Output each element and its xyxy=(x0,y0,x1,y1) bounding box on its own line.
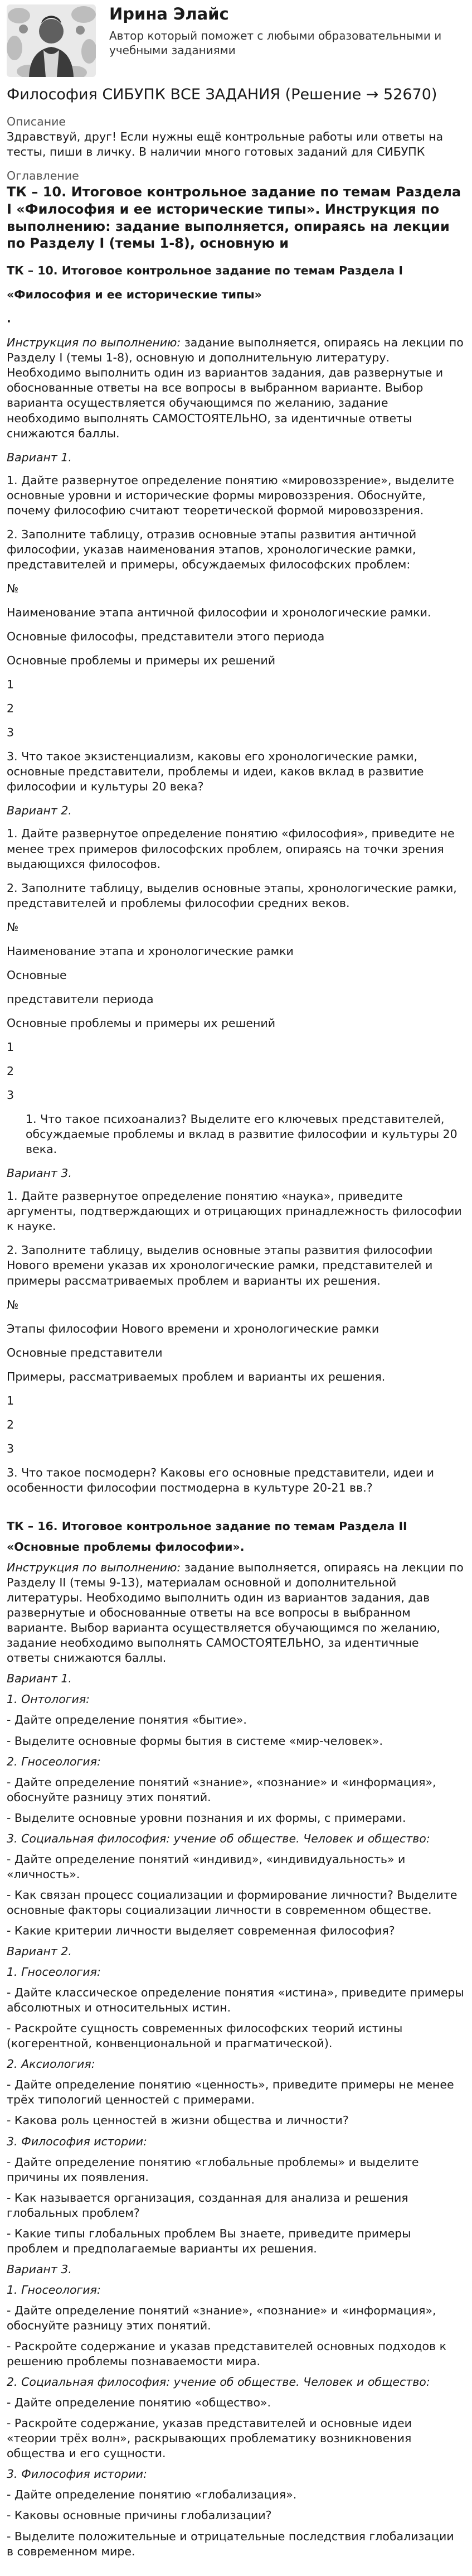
description-label: Описание xyxy=(7,115,66,129)
table-cell: Этапы философии Нового времени и хронологические рамки xyxy=(7,1321,379,1335)
table-cell: № xyxy=(7,920,19,934)
toc-label: Оглавление xyxy=(7,169,79,183)
task-item: - Дайте определение понятию «глобализация». xyxy=(7,2488,297,2502)
table-cell: Наименование этапа и хронологические рамки xyxy=(7,944,294,958)
instructions xyxy=(7,335,464,441)
section-title: ТК – 16. Итоговое контрольное задание по темам Раздела II xyxy=(7,1519,407,1533)
task-item: - Дайте определение понятий «знание», «познание» и «информация», обоснуйте разницу этих понятий. xyxy=(7,2303,436,2332)
author-info xyxy=(109,4,455,57)
task-item: - Как называется организация, созданная для анализа и решения глобальных проблем? xyxy=(7,2191,408,2220)
topic-heading: 1. Гносеология: xyxy=(7,1965,101,1979)
table-cell: 2 xyxy=(7,1064,14,1078)
task-item: - Дайте определение понятию «ценность», приведите примеры не менее трёх типологий ценностей с примерами. xyxy=(7,2078,454,2107)
table-cell: 3 xyxy=(7,726,14,740)
table-cell: представители периода xyxy=(7,992,154,1006)
question: 3. Что такое экзистенциализм, каковы его хронологические рамки, основные представители, проблемы и идеи, каков вклад в развитие философии и культуры 20 века? xyxy=(7,750,424,794)
table-cell: № xyxy=(7,1297,19,1311)
instructions-text: задание выполняется, опираясь на лекции по Разделу I (темы 1-8), основную и дополнительную литературу. Необходимо выполнить один из вариантов задания, дав развернутые и обоснованные ответы на все вопросы в выбранном варианте. Выбор варианта осуществляется обучающимся по желанию, задание необходимо выполнять САМОСТОЯТЕЛЬНО, за идентичные ответы снижаются баллы. xyxy=(7,336,464,440)
instructions xyxy=(7,1560,464,1666)
topic-heading: 2. Аксиология: xyxy=(7,2057,95,2071)
section-subtitle: «Основные проблемы философии». xyxy=(7,1540,245,1554)
table-cell: № xyxy=(7,581,19,595)
author-header xyxy=(7,0,464,84)
table-cell: 1 xyxy=(7,678,14,692)
table-cell: Основные проблемы и примеры их решений xyxy=(7,654,276,668)
table-cell: 1 xyxy=(7,1040,14,1054)
avatar[interactable] xyxy=(7,4,96,77)
topic-heading: 3. Философия истории: xyxy=(7,2134,147,2148)
table-cell: Основные проблемы и примеры их решений xyxy=(7,1016,276,1030)
separator-dot: . xyxy=(7,312,11,326)
table-cell: Основные философы, представители этого периода xyxy=(7,630,325,644)
section-tk10 xyxy=(7,263,464,1496)
table-cell: Основные представители xyxy=(7,1345,163,1359)
topic-heading: 3. Философия истории: xyxy=(7,2467,147,2481)
table-cell: 1 xyxy=(7,1393,14,1407)
topic-heading: 2. Гносеология: xyxy=(7,1754,101,1768)
table-cell: Основные xyxy=(7,968,67,982)
variant-heading: Вариант 2. xyxy=(7,1945,72,1958)
question: 1. Дайте развернутое определение понятию «философия», приведите не менее трех примеров философских проблем, опираясь на точки зрения выдающихся философов. xyxy=(7,827,455,871)
author-tagline: Автор который поможет с любыми образовательными и учебными заданиями xyxy=(109,28,442,57)
question: 2. Заполните таблицу, отразив основные этапы развития античной философии, указав наименования этапов, хронологические рамки, представителей и примеры, обсуждаемых философских проблем: xyxy=(7,527,417,571)
table-cell: 3 xyxy=(7,1441,14,1455)
section-subtitle: «Философия и ее исторические типы» xyxy=(7,288,262,302)
description-text: Здравствуй, друг! Если нужны ещё контрольные работы или ответы на тесты, пиши в личку. В наличии много готовых заданий для СИБУПК xyxy=(7,130,444,159)
task-item: - Как связан процесс социализации и формирование личности? Выделите основные факторы социализации личности в современном обществе. xyxy=(7,1888,458,1917)
task-item: - Дайте определение понятию «глобальные проблемы» и выделите причины их появления. xyxy=(7,2155,419,2184)
author-name[interactable]: Ирина Элайс xyxy=(109,4,229,23)
table-cell: 3 xyxy=(7,1088,14,1102)
question: 1. Что такое психоанализ? Выделите его ключевых представителей, обсуждаемые проблемы и вклад в развитие философии и культуры 20 века. xyxy=(26,1112,458,1156)
topic-heading: 3. Социальная философия: учение об обществе. Человек и общество: xyxy=(7,1831,430,1845)
task-item: - Какие типы глобальных проблем Вы знаете, приведите примеры проблем и предполагаемые варианты их решения. xyxy=(7,2226,411,2255)
page-title: Философия СИБУПК ВСЕ ЗАДАНИЯ (Решение → 52670) xyxy=(7,86,437,103)
table-cell: 2 xyxy=(7,1417,14,1431)
variant-heading: Вариант 3. xyxy=(7,2262,72,2276)
task-item: - Каковы основные причины глобализации? xyxy=(7,2509,272,2522)
variant-heading: Вариант 1. xyxy=(7,1672,72,1686)
question: 3. Что такое посмодерн? Каковы его основные представители, идеи и особенности философии постмодерна в культуре 20-21 вв.? xyxy=(7,1465,434,1494)
task-item: - Какова роль ценностей в жизни общества и личности? xyxy=(7,2114,349,2128)
task-item: - Раскройте сущность современных философских теорий истины (когерентной, конвенциональной и прагматической). xyxy=(7,2022,403,2051)
task-item: - Выделите основные формы бытия в системе «мир-человек». xyxy=(7,1734,383,1748)
question: 1. Дайте развернутое определение понятию «мировоззрение», выделите основные уровни и исторические формы мировоззрения. Обоснуйте, почему философию считают теоретической формой мировоззрения. xyxy=(7,473,454,517)
task-item: - Выделите основные уровни познания и их формы, с примерами. xyxy=(7,1811,406,1825)
section-tk16 xyxy=(7,1519,464,2559)
topic-heading: 1. Гносеология: xyxy=(7,2283,101,2297)
task-item: - Дайте определение понятия «бытие». xyxy=(7,1713,247,1727)
variant-heading: Вариант 2. xyxy=(7,804,72,818)
task-item: - Дайте определение понятий «знание», «познание» и «информация», обоснуйте разницу этих понятий. xyxy=(7,1775,436,1804)
section-title: ТК – 10. Итоговое контрольное задание по темам Раздела I xyxy=(7,264,403,278)
task-item: - Дайте определение понятию «общество». xyxy=(7,2396,271,2410)
table-cell: Примеры, рассматриваемых проблем и варианты их решения. xyxy=(7,1369,386,1383)
task-item: - Дайте определение понятий «индивид», «индивидуальность» и «личность». xyxy=(7,1852,406,1881)
instructions-text: задание выполняется, опираясь на лекции по Разделу II (темы 9-13), материалам основной и дополнительной литературы. Необходимо выполнить один из вариантов задания, дав развернутые и обоснованные ответы на все вопросы в выбранном варианте. Выбор варианта осуществляется обучающимся по желанию, задание необходимо выполнять САМОСТОЯТЕЛЬНО, за идентичные ответы снижаются баллы. xyxy=(7,1561,464,1665)
toc-text[interactable]: ТК – 10. Итоговое контрольное задание по темам Раздела I «Философия и ее исторические типы». Инструкция по выполнению: задание выполняется, опираясь на лекции по Разделу I (темы 1-8), основную и xyxy=(7,184,461,252)
spacer xyxy=(7,1504,464,1519)
topic-heading: 2. Социальная философия: учение об обществе. Человек и общество: xyxy=(7,2375,430,2389)
instructions-lead: Инструкция по выполнению: xyxy=(7,1561,181,1575)
task-item: - Раскройте содержание и указав представителей основных подходов к решению проблемы познаваемости мира. xyxy=(7,2339,446,2368)
question: 2. Заполните таблицу, выделив основные этапы развития философии Нового времени указав их хронологические рамки, представителей и примеры рассматриваемых проблем и варианты их решения. xyxy=(7,1243,433,1287)
question: 1. Дайте развернутое определение понятию «наука», приведите аргументы, подтверждающих и отрицающих принадлежность философии к науке. xyxy=(7,1189,462,1233)
variant-heading: Вариант 1. xyxy=(7,450,72,464)
task-item: - Какие критерии личности выделяет современная философия? xyxy=(7,1924,395,1937)
table-cell: Наименование этапа античной философии и хронологические рамки. xyxy=(7,606,431,619)
task-item: - Дайте классическое определение понятия «истина», приведите примеры абсолютных и относительных истин. xyxy=(7,1986,464,2015)
table-cell: 2 xyxy=(7,702,14,716)
variant-heading: Вариант 3. xyxy=(7,1166,72,1180)
topic-heading: 1. Онтология: xyxy=(7,1692,90,1706)
task-item: - Раскройте содержание, указав представителей и основные идеи «теории трёх волн», раскрывающих проблематику возникновения общества и его сущности. xyxy=(7,2416,412,2461)
question: 2. Заполните таблицу, выделив основные этапы, хронологические рамки, представителей и проблемы философии средних веков. xyxy=(7,881,457,910)
avatar-picture xyxy=(7,4,96,77)
instructions-lead: Инструкция по выполнению: xyxy=(7,336,181,350)
task-item: - Выделите положительные и отрицательные последствия глобализации в современном мире. xyxy=(7,2529,454,2558)
